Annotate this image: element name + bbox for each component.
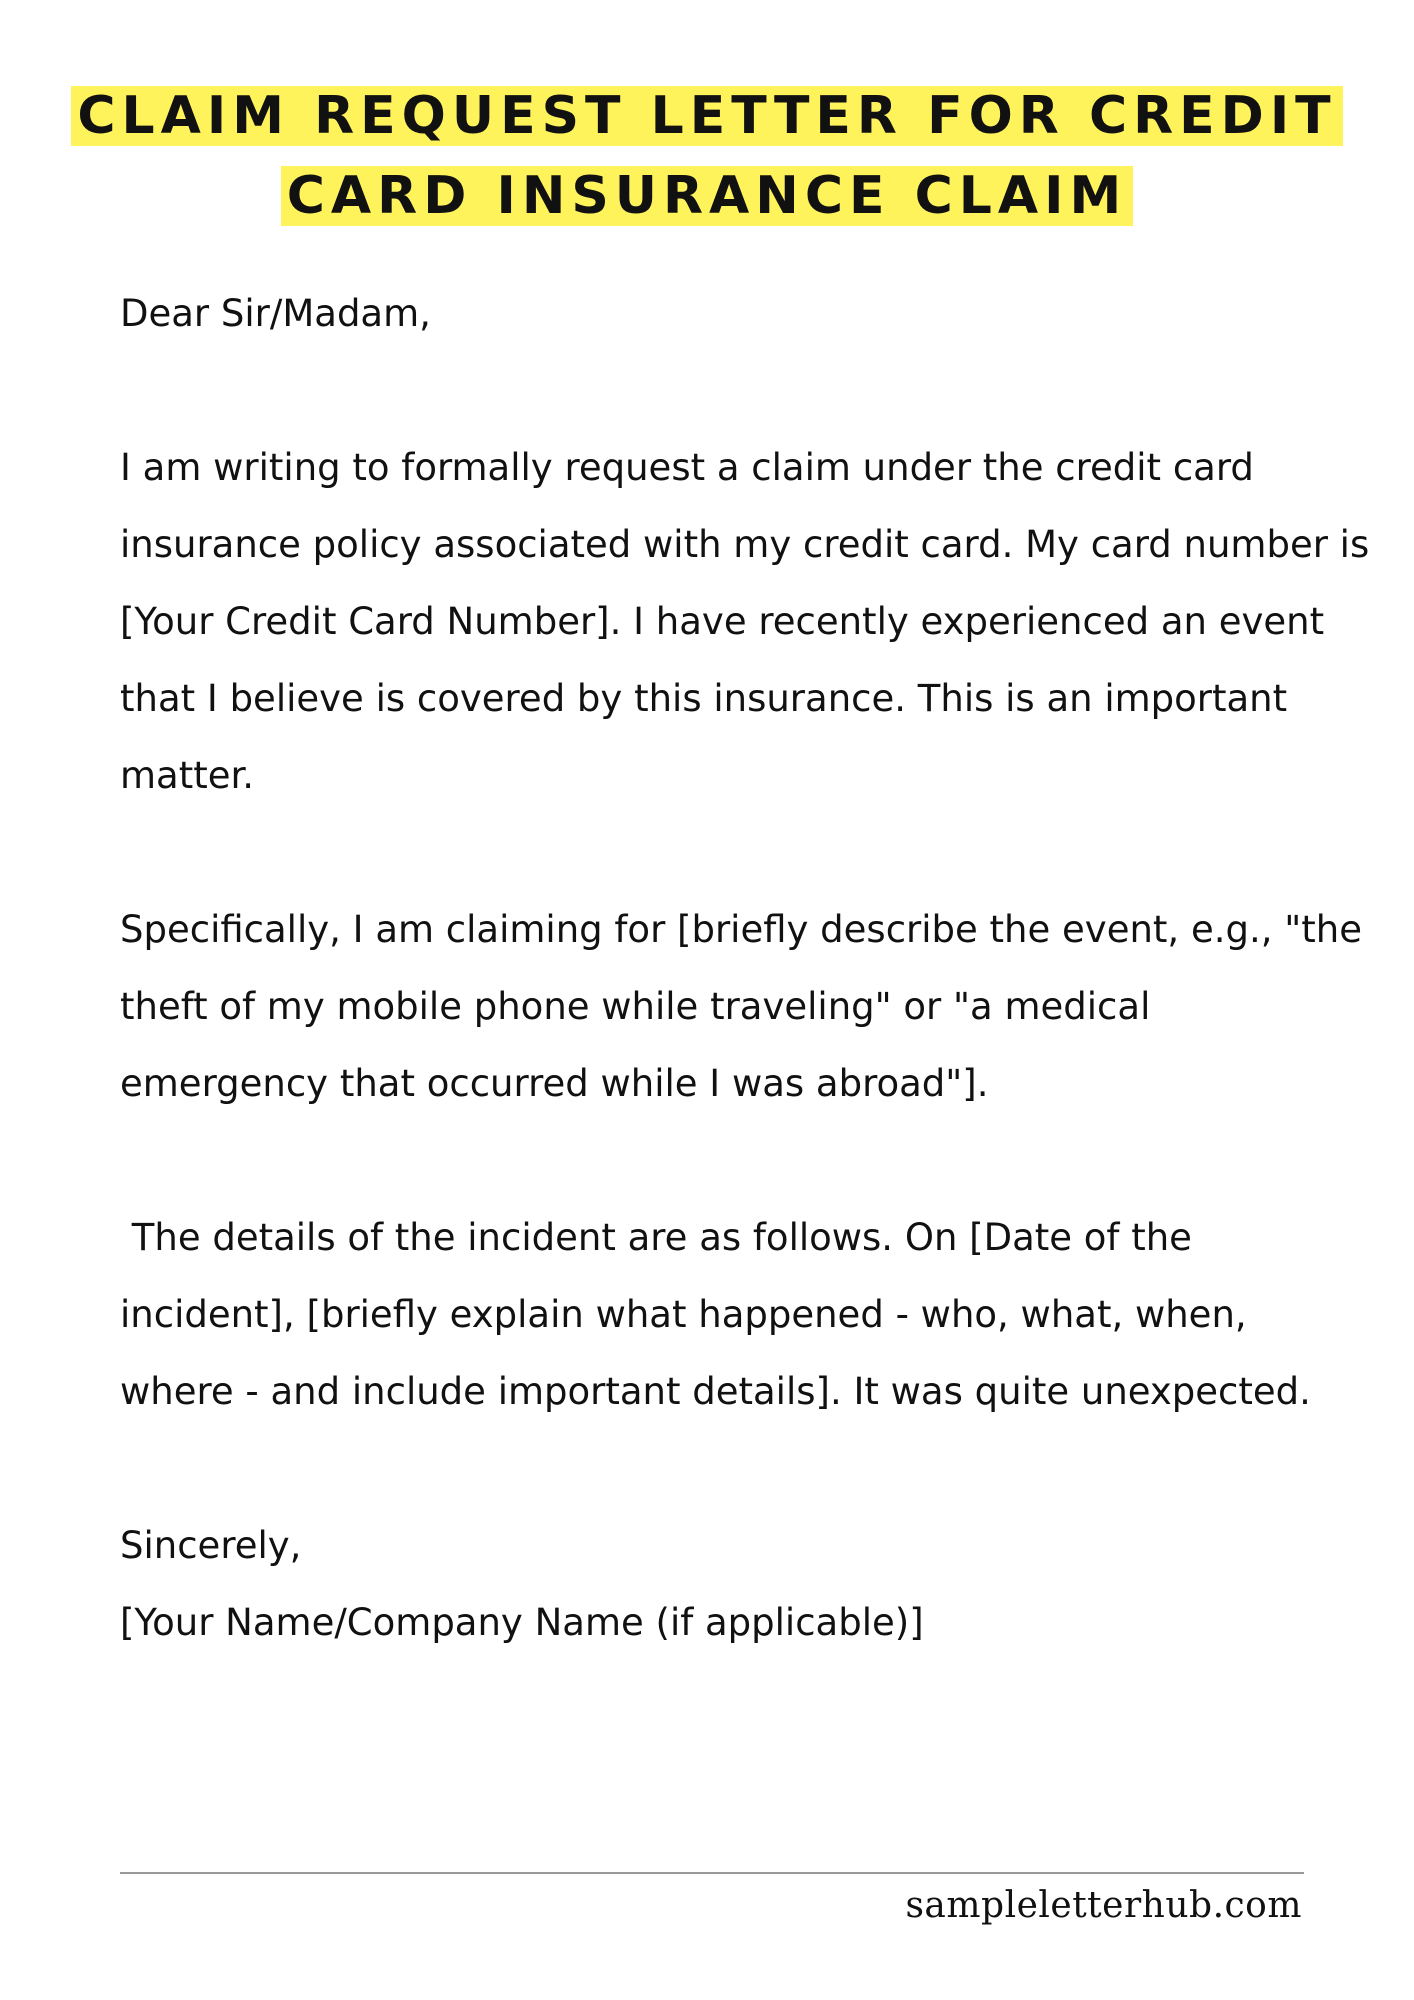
letter-body — [120, 275, 1382, 1661]
letter-title — [0, 76, 1414, 236]
footer-site-name: sampleletterhub.com — [905, 1885, 1302, 1926]
paragraph-incident-details: The details of the incident are as follows. On [Date of the incident], [briefly explain what happened - who, what, when, where - and include important details]. It was quite unexpected. — [120, 1216, 1311, 1413]
letter-title-line-1: CLAIM REQUEST LETTER FOR CREDIT — [71, 86, 1342, 146]
paragraph-claim-description: Specifically, I am claiming for [briefly describe the event, e.g., "the theft of my mobile phone while traveling" or "a medical emergency that occurred while I was abroad"]. — [120, 908, 1374, 1105]
signature: [Your Name/Company Name (if applicable)] — [120, 1601, 924, 1644]
salutation: Dear Sir/Madam, — [120, 292, 431, 335]
paragraph-request: I am writing to formally request a claim under the credit card insurance policy associated with my credit card. My card number is [Your Credit Card Number]. I have recently experienced an event that I believe is covered by this insurance. This is an important matter. — [120, 446, 1382, 797]
closing: Sincerely, — [120, 1524, 302, 1567]
footer-divider — [120, 1872, 1304, 1874]
letter-title-line-2: CARD INSURANCE CLAIM — [281, 166, 1133, 226]
